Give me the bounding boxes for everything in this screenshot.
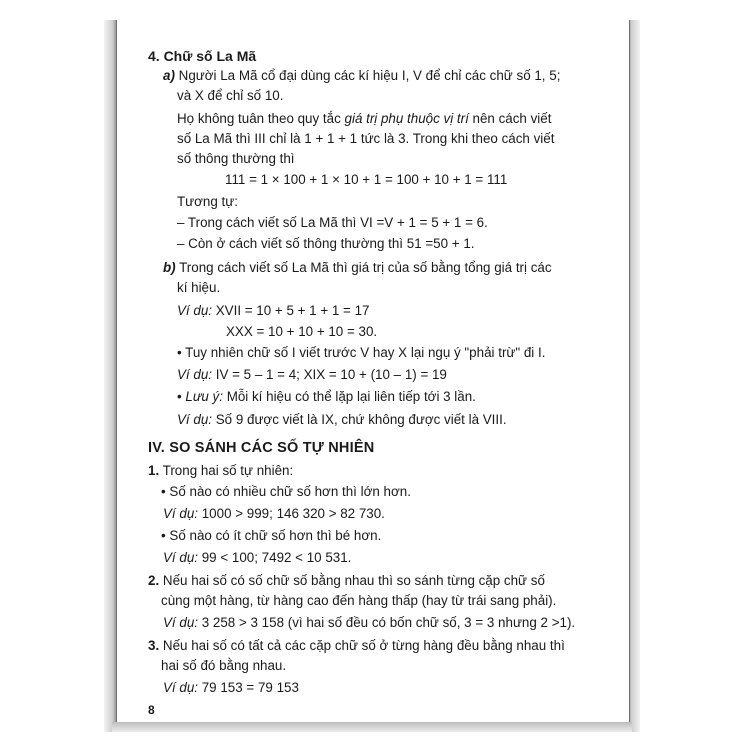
heading-roman-numerals: 4. Chữ số La Mã xyxy=(148,48,257,64)
vidu-1: XVII = 10 + 5 + 1 + 1 = 17 xyxy=(215,303,370,318)
item-3-example xyxy=(163,678,299,698)
tuong-tu: Tương tự: xyxy=(177,194,238,209)
vidu-label: Ví dụ: xyxy=(163,680,198,695)
item-1-bullet-2: • Số nào có ít chữ số hơn thì bé hơn. xyxy=(161,528,382,543)
page-shadow-bottom xyxy=(112,722,632,732)
note-bullet: • xyxy=(177,389,186,404)
item-1-vidu-1: 1000 > 999; 146 320 > 82 730. xyxy=(201,506,385,521)
document-page xyxy=(116,20,630,722)
item-3-line-2: hai số đó bằng nhau. xyxy=(161,658,287,673)
line3-emphasis: giá trị phụ thuộc vị trí xyxy=(344,111,469,126)
vidu-4: Số 9 được viết là IX, chứ không được viết là VIII. xyxy=(215,412,507,427)
part-b-label: b) xyxy=(163,260,176,275)
item-2-number: 2. xyxy=(148,573,160,588)
vidu-label: Ví dụ: xyxy=(163,550,198,565)
vidu-label: Ví dụ: xyxy=(177,303,212,318)
item-3-line-1 xyxy=(148,636,565,656)
part-a-line-3 xyxy=(177,109,551,129)
part-a-line-5: số thông thường thì xyxy=(177,151,295,166)
part-b-text-1: Trong cách viết số La Mã thì giá trị của số bằng tổng giá trị các xyxy=(179,260,552,275)
item-1-line xyxy=(148,461,293,481)
note-label: Lưu ý: xyxy=(185,389,223,404)
item-2-example xyxy=(163,613,575,633)
item-1-example-1 xyxy=(163,504,385,524)
item-2-text-1: Nếu hai số có số chữ số bằng nhau thì so sánh từng cặp chữ số xyxy=(162,573,545,588)
item-3-vidu: 79 153 = 79 153 xyxy=(201,680,299,695)
item-1-bullet-1: • Số nào có nhiều chữ số hơn thì lớn hơn. xyxy=(161,484,411,499)
vidu-3: IV = 5 – 1 = 4; XIX = 10 + (10 – 1) = 19 xyxy=(215,367,447,382)
item-1-text: Trong hai số tự nhiên: xyxy=(162,463,294,478)
part-b-bullet-subtract: • Tuy nhiên chữ số I viết trước V hay X lại ngụ ý "phải trừ" đi I. xyxy=(177,345,546,360)
item-3-number: 3. xyxy=(148,638,160,653)
formula-111: 111 = 1 × 100 + 1 × 10 + 1 = 100 + 10 + 1 = 111 xyxy=(225,172,508,187)
part-a-line-1 xyxy=(163,66,560,86)
item-2-line-2: cùng một hàng, từ hàng cao đến hàng thấp (hay từ trái sang phải). xyxy=(161,593,557,608)
line3-post: nên cách viết xyxy=(468,111,552,126)
vidu-label: Ví dụ: xyxy=(163,615,198,630)
vidu-label: Ví dụ: xyxy=(163,506,198,521)
part-b-line-1 xyxy=(163,258,552,278)
item-1-vidu-2: 99 < 100; 7492 < 10 531. xyxy=(201,550,352,565)
page-shadow-left xyxy=(104,20,116,732)
part-a-line-2: và X để chỉ số 10. xyxy=(177,88,284,103)
part-a-text-1: Người La Mã cổ đại dùng các kí hiệu I, V để chỉ các chữ số 1, 5; xyxy=(178,68,561,83)
item-2-line-1 xyxy=(148,571,545,591)
vidu-label: Ví dụ: xyxy=(177,367,212,382)
dash-item-2: – Còn ở cách viết số thông thường thì 51 =50 + 1. xyxy=(177,236,475,251)
part-b-example-2: XXX = 10 + 10 + 10 = 30. xyxy=(226,324,378,339)
page-number: 8 xyxy=(148,703,155,717)
part-b-line-2: kí hiệu. xyxy=(177,280,221,295)
part-b-example-3 xyxy=(177,365,447,385)
dash-item-1: – Trong cách viết số La Mã thì VI =V + 1 = 5 + 1 = 6. xyxy=(177,215,488,230)
part-b-example-4 xyxy=(177,410,507,430)
item-3-text-1: Nếu hai số có tất cả các cặp chữ số ở từng hàng đều bằng nhau thì xyxy=(162,638,565,653)
section-iv-heading: IV. SO SÁNH CÁC SỐ TỰ NHIÊN xyxy=(148,440,375,456)
part-a-line-4: số La Mã thì III chỉ là 1 + 1 + 1 tức là 3. Trong khi theo cách viết xyxy=(177,131,555,146)
part-a-label: a) xyxy=(163,68,175,83)
vidu-label: Ví dụ: xyxy=(177,412,212,427)
note-text: Mỗi kí hiệu có thể lặp lại liên tiếp tới 3 lần. xyxy=(226,389,476,404)
item-2-vidu: 3 258 > 3 158 (vì hai số đều có bốn chữ số, 3 = 3 nhưng 2 >1). xyxy=(201,615,576,630)
part-b-note xyxy=(177,387,476,407)
item-1-number: 1. xyxy=(148,463,160,478)
line3-pre: Họ không tuân theo quy tắc xyxy=(177,111,345,126)
part-b-example-1 xyxy=(177,301,369,321)
item-1-example-2 xyxy=(163,548,351,568)
